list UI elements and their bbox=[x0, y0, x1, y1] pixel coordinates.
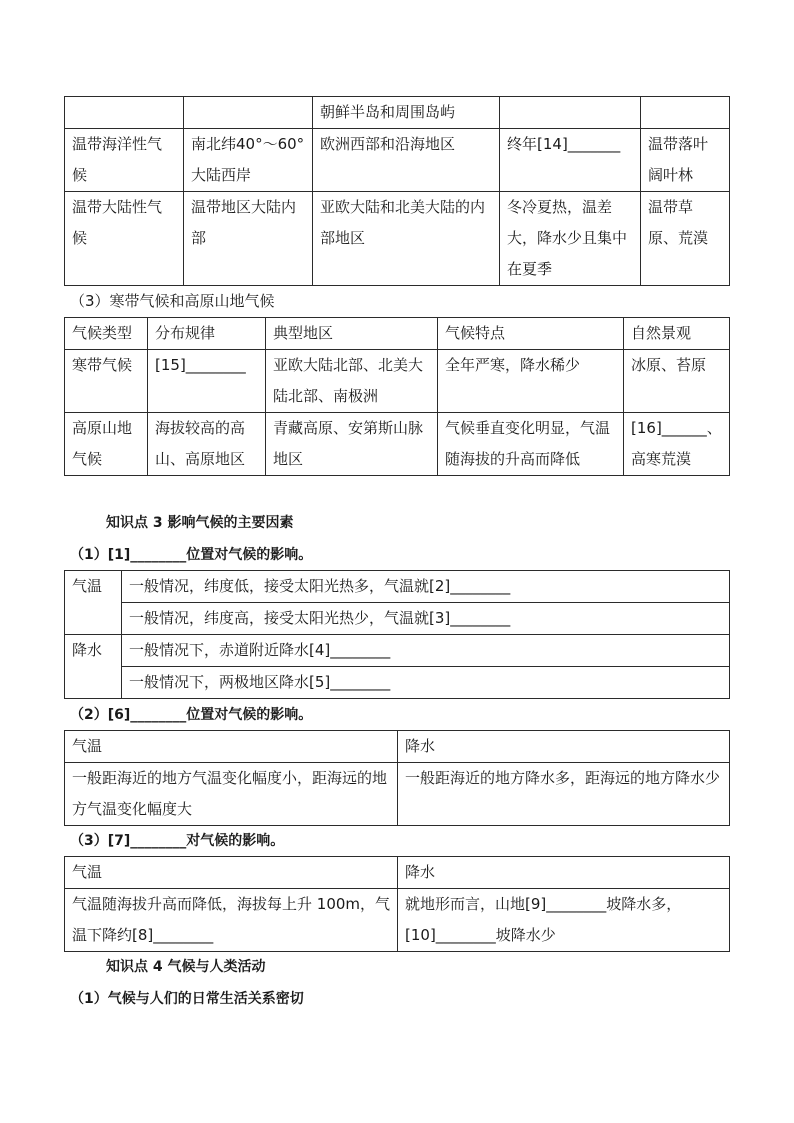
column-header: 气温 bbox=[65, 857, 398, 889]
table-cell: 一般距海近的地方气温变化幅度小，距海远的地方气温变化幅度大 bbox=[65, 763, 398, 826]
knowledge-point-3-title: 知识点 3 影响气候的主要因素 bbox=[106, 515, 294, 531]
column-header: 自然景观 bbox=[624, 318, 730, 350]
table-cell: 亚欧大陆北部、北美大陆北部、南极洲 bbox=[266, 350, 438, 413]
table-row bbox=[65, 763, 730, 826]
table-row bbox=[65, 889, 730, 952]
sea-land-table bbox=[64, 730, 730, 826]
section-heading: （3）寒带气候和高原山地气候 bbox=[70, 292, 275, 310]
table-header-row bbox=[65, 318, 730, 350]
column-header: 降水 bbox=[398, 857, 730, 889]
row-label: 气温 bbox=[65, 571, 122, 635]
table-cell: 一般情况下，赤道附近降水[4]________ bbox=[122, 635, 730, 667]
table-cell: 一般情况下，两极地区降水[5]________ bbox=[122, 667, 730, 699]
table-cell: 欧洲西部和沿海地区 bbox=[313, 129, 500, 192]
table-row bbox=[65, 350, 730, 413]
row-label: 降水 bbox=[65, 635, 122, 699]
table-cell: 青藏高原、安第斯山脉地区 bbox=[266, 413, 438, 476]
table-row bbox=[65, 413, 730, 476]
table-cell: 终年[14]_______ bbox=[500, 129, 641, 192]
climate-types-table bbox=[64, 96, 730, 286]
table-cell bbox=[641, 97, 730, 129]
table-cell: 全年严寒，降水稀少 bbox=[438, 350, 624, 413]
table-row bbox=[65, 571, 730, 603]
cold-highland-table bbox=[64, 317, 730, 476]
table-cell: [15]________ bbox=[148, 350, 266, 413]
table-row bbox=[65, 97, 730, 129]
table-header-row bbox=[65, 857, 730, 889]
column-header: 分布规律 bbox=[148, 318, 266, 350]
table-cell: 温带落叶阔叶林 bbox=[641, 129, 730, 192]
table-row bbox=[65, 129, 730, 192]
daily-life-heading: （1）气候与人们的日常生活关系密切 bbox=[70, 991, 304, 1007]
table-cell: 海拔较高的高山、高原地区 bbox=[148, 413, 266, 476]
table-cell: 冬冷夏热，温差大，降水少且集中在夏季 bbox=[500, 192, 641, 286]
table-row bbox=[65, 603, 730, 635]
table-cell bbox=[65, 97, 184, 129]
table-cell: 温带海洋性气候 bbox=[65, 129, 184, 192]
column-header: 气候类型 bbox=[65, 318, 148, 350]
table-row bbox=[65, 667, 730, 699]
table-cell: 气候垂直变化明显，气温随海拔的升高而降低 bbox=[438, 413, 624, 476]
latitude-table bbox=[64, 570, 730, 699]
table-cell: 一般距海近的地方降水多，距海远的地方降水少 bbox=[398, 763, 730, 826]
table-cell: 高原山地气候 bbox=[65, 413, 148, 476]
column-header: 气候特点 bbox=[438, 318, 624, 350]
table-cell: 温带大陆性气候 bbox=[65, 192, 184, 286]
table-cell: 就地形而言，山地[9]________坡降水多，[10]________坡降水少 bbox=[398, 889, 730, 952]
terrain-heading: （3）[7]________对气候的影响。 bbox=[70, 833, 285, 849]
latitude-heading: （1）[1]________位置对气候的影响。 bbox=[70, 547, 313, 563]
terrain-table bbox=[64, 856, 730, 952]
table-cell bbox=[500, 97, 641, 129]
knowledge-point-4-title: 知识点 4 气候与人类活动 bbox=[106, 959, 266, 975]
table-cell: 一般情况，纬度高，接受太阳光热少，气温就[3]________ bbox=[122, 603, 730, 635]
table-cell: 南北纬40°～60°大陆西岸 bbox=[184, 129, 313, 192]
table-cell: 亚欧大陆和北美大陆的内部地区 bbox=[313, 192, 500, 286]
table-cell: 朝鲜半岛和周围岛屿 bbox=[313, 97, 500, 129]
table-cell: 一般情况，纬度低，接受太阳光热多，气温就[2]________ bbox=[122, 571, 730, 603]
table-cell: 气温随海拔升高而降低，海拔每上升 100m，气温下降约[8]________ bbox=[65, 889, 398, 952]
table-cell: 温带草原、荒漠 bbox=[641, 192, 730, 286]
table-cell: [16]______、高寒荒漠 bbox=[624, 413, 730, 476]
sea-land-heading: （2）[6]________位置对气候的影响。 bbox=[70, 707, 313, 723]
table-cell: 冰原、苔原 bbox=[624, 350, 730, 413]
column-header: 气温 bbox=[65, 731, 398, 763]
table-row bbox=[65, 635, 730, 667]
table-row bbox=[65, 192, 730, 286]
table-cell bbox=[184, 97, 313, 129]
column-header: 典型地区 bbox=[266, 318, 438, 350]
table-cell: 寒带气候 bbox=[65, 350, 148, 413]
table-header-row bbox=[65, 731, 730, 763]
table-cell: 温带地区大陆内部 bbox=[184, 192, 313, 286]
column-header: 降水 bbox=[398, 731, 730, 763]
